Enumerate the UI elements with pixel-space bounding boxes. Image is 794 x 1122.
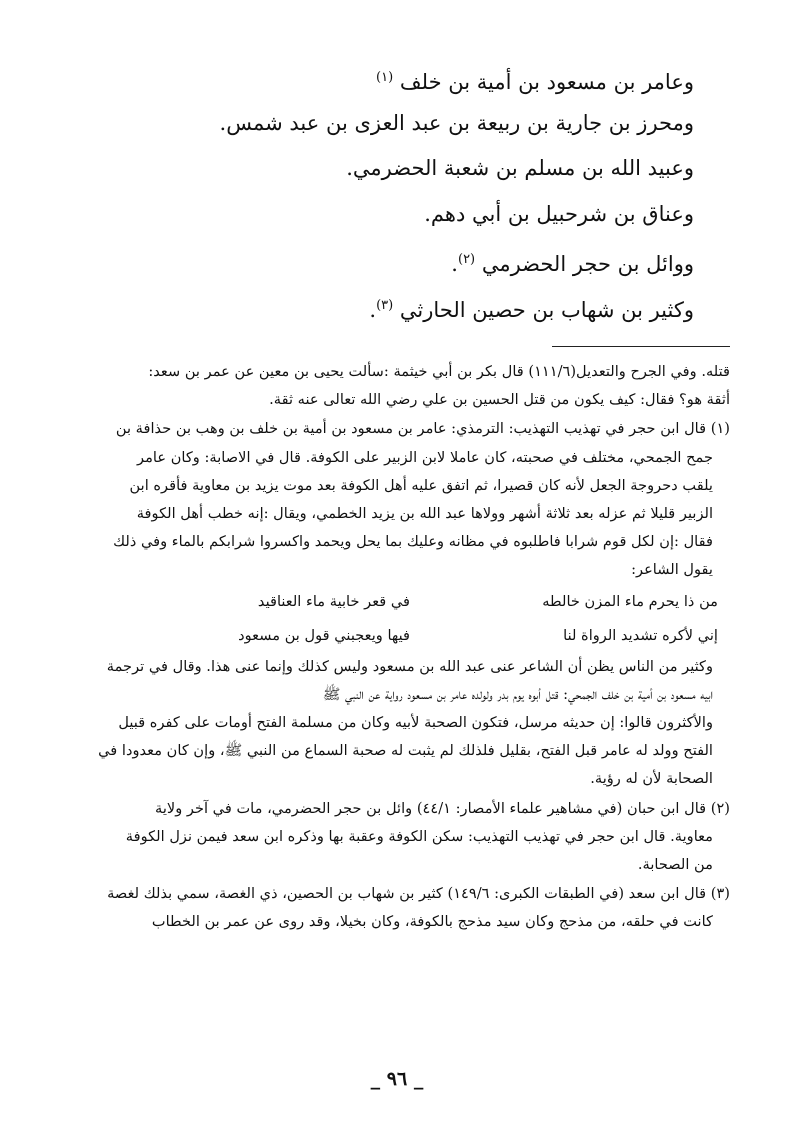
line-suffix: .: [451, 252, 458, 277]
footnote-continued: [68, 358, 730, 414]
main-text: [154, 55, 694, 329]
footnote-line: (١) قال ابن حجر في تهذيب التهذيب: الترمذي: عامر بن مسعود بن أمية بن خلف بن وهب بن حذافة بن: [115, 420, 730, 438]
footnote-3: [68, 880, 730, 936]
footnote-line: أثقة هو؟ فقال: كيف يكون من قتل الحسين بن علي رضي الله تعالى عنه ثقة.: [269, 391, 730, 409]
footnote-line: فقال :إن لكل قوم شرابا فاطلبوه في مظانه وعليك بما يحل ويحمد واكسروا شرابكم بالماء وفي ذلك: [113, 533, 713, 551]
footnote-line: الزبير قليلا ثم عزله بعد ثلاثة أشهر وولاها عبد الله بن يزيد الخطمي، ويقال :إنه خطب أهل الكوفة: [136, 505, 713, 523]
line-suffix: .: [369, 297, 377, 322]
footnote-line: والأكثرون قالوا: إن حديثه مرسل، فتكون الصحبة لأبيه وكان من مسلمة الفتح أومات على كفره قبيل: [118, 714, 713, 732]
main-line: [154, 283, 694, 329]
footnote-marker: (٣): [376, 297, 394, 313]
footnote-1: [68, 415, 730, 793]
main-line: [154, 146, 694, 192]
footnote-marker: (١): [376, 70, 394, 85]
footnote-line: (٣) قال ابن سعد (في الطبقات الكبرى: ١٤٩/٦) كثير بن شهاب بن الحصين، ذي الغصة، سمي بذلك لغصة: [107, 885, 730, 903]
footnote-line: جمح الجمحي، مختلف في صحبته، كان عاملا لابن الزبير على الكوفة. قال في الاصابة: وكان عامر: [137, 448, 713, 466]
line-text: وعامر بن مسعود بن أمية بن خلف: [399, 70, 694, 94]
footnote-line: وكثير من الناس يظن أن الشاعر عنى عبد الله بن مسعود وليس كذلك وإنما عنى هذا. وقال في ترجمة: [106, 657, 713, 675]
footnote-line: (٢) قال ابن حبان (في مشاهير علماء الأمصار: ٤٤/١) وائل بن حجر الحضرمي، مات في آخر ولاية: [155, 799, 730, 817]
main-line: [154, 101, 694, 147]
main-line: [154, 192, 694, 238]
line-text: ومحرز بن جارية بن ربيعة بن عبد العزى بن عبد شمس.: [219, 110, 694, 135]
verse-second-half: فيها ويعجبني قول بن مسعود: [238, 626, 410, 644]
poem-verse: [68, 585, 718, 619]
footnotes: [68, 357, 730, 937]
footnote-2: [68, 795, 730, 880]
verse-first-half: من ذا يحرم ماء المزن خالطه: [542, 592, 718, 610]
page-number: _ ٩٦ _: [370, 1068, 424, 1090]
line-text: وعبيد الله بن مسلم بن شعبة الحضرمي.: [346, 156, 694, 181]
footnote-line: قتله. وفي الجرح والتعديل(١١١/٦) قال بكر بن أبي خيثمة :سألت يحيى بن معين عن عمر بن سعد:: [148, 363, 730, 380]
footnote-marker: (٢): [457, 252, 476, 268]
footnote-line: ابيه مسعود بن أمية بن خلف الجمحي: قتل أبوه يوم بدر ولولده عامر بن مسعود رواية عن النبي ﷺ: [322, 685, 713, 703]
footnote-line: كانت في حلقه، من مذحج وكان سيد مذحج بالكوفة، وكان بخيلا، وقد روى عن عمر بن الخطاب: [151, 913, 713, 931]
line-text: وعناق بن شرحبيل بن أبي دهم.: [424, 201, 694, 226]
footnote-line: من الصحابة.: [637, 856, 713, 874]
line-text: وكثير بن شهاب بن حصين الحارثي: [399, 297, 694, 322]
footnote-divider: [552, 346, 730, 347]
main-line: [154, 237, 694, 283]
verse-first-half: إني لأكره تشديد الرواة لنا: [563, 626, 718, 644]
verse-second-half: في قعر خابية ماء العناقيد: [257, 592, 410, 610]
line-text: ووائل بن حجر الحضرمي: [481, 252, 694, 277]
main-line: [154, 55, 694, 101]
footnote-line: يقول الشاعر:: [631, 561, 713, 579]
footnote-line: الصحابة لأن له رؤية.: [590, 770, 713, 788]
poem-verse: [68, 619, 718, 653]
footnote-line: معاوية. قال ابن حجر في تهذيب التهذيب: سكن الكوفة وعقبة بها وذكره ابن سعد فيمن نزل الكوفة: [125, 827, 713, 845]
footnote-line: الفتح وولد له عامر قبل الفتح، بقليل فلذلك لم يثبت له صحبة السماع من النبي ﷺ، وإن كان معدودا في: [98, 742, 713, 760]
footnote-line: يلقب دحروجة الجعل لأنه كان قصيرا، ثم اتفق عليه أهل الكوفة بعد موت يزيد بن معاوية فأقره ابن: [129, 476, 713, 494]
